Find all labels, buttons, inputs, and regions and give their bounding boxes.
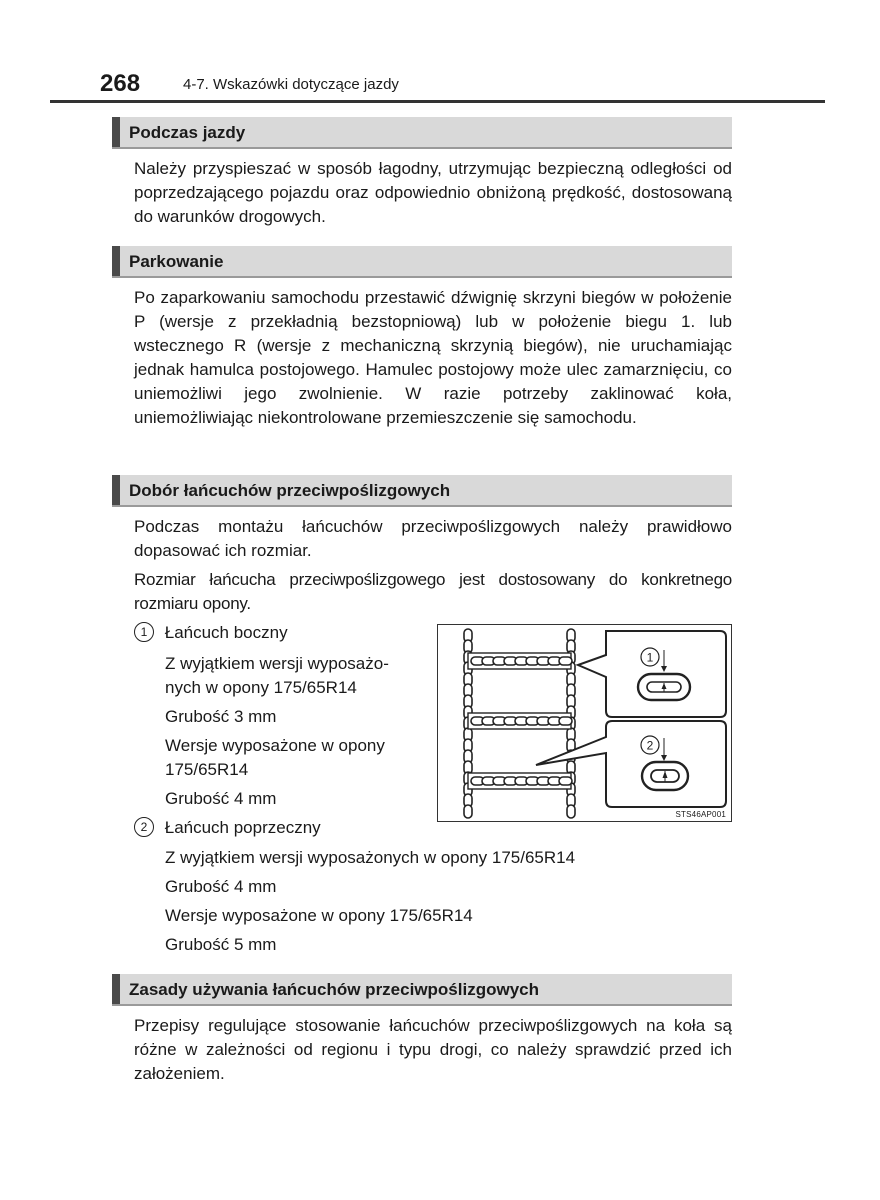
section-title: Dobór łańcuchów przeciwpoślizgowych: [129, 481, 451, 500]
figure-code: STS46AP001: [675, 810, 726, 819]
list-subitem: nych w opony 175/65R14: [165, 678, 357, 697]
list-subitem: Grubość 4 mm: [165, 789, 277, 808]
list-item-side-chain: [134, 621, 288, 645]
section-heading-parking: [112, 246, 732, 278]
list-item-label: Łańcuch poprzeczny: [164, 818, 321, 837]
list-subitem: Wersje wyposażone w opony: [165, 736, 385, 755]
callout-number: 1: [134, 622, 154, 642]
callout-number: 2: [134, 817, 154, 837]
section-title: Podczas jazdy: [129, 123, 246, 142]
section-text-parking: Po zaparkowaniu samochodu przestawić dźwignię skrzyni biegów w położenie P (wersje z przekładnią bezstopniową) lub w położenie biegu 1. lub wstecznego R (wersje z mechaniczną skrzynią biegów), nie uruchamiając jednak hamulca postojowego. Hamulec postojowy może ulec zamarznięciu, co uniemożliwi jego zwolnienie. W razie potrzeby zaklinować koła, uniemożliwiając niekontrolowane przemieszczenie się samochodu.: [134, 288, 732, 427]
chain-illustration: [438, 625, 733, 823]
section-heading-chains: [112, 475, 732, 507]
list-subitem: Z wyjątkiem wersji wyposażonych w opony 175/65R14: [165, 848, 576, 867]
list-subitem: Grubość 4 mm: [165, 877, 277, 896]
snow-chain-figure: [437, 624, 732, 822]
list-subitem: 175/65R14: [165, 760, 249, 779]
section-title: Parkowanie: [129, 252, 224, 271]
figure-callout-2: 2: [646, 738, 654, 753]
figure-callout-1: 1: [646, 650, 654, 665]
list-subitem: Grubość 3 mm: [165, 707, 277, 726]
section-heading-chain-rules: [112, 974, 732, 1006]
section-text-chains-1: Podczas montażu łańcuchów przeciwpoślizgowych należy prawidłowo dopasować ich rozmiar.: [134, 517, 732, 560]
section-heading-driving: [112, 117, 732, 149]
section-text-driving: Należy przyspieszać w sposób łagodny, utrzymując bezpieczną odległości od poprzedzającego pojazdu oraz odpowiednio obniżoną prędkość, dostosowaną do warunków drogowych.: [134, 159, 732, 226]
list-item-label: Łańcuch boczny: [164, 623, 288, 642]
page-number: 268: [100, 70, 141, 97]
header-rule: [50, 100, 825, 103]
section-text-chain-rules: Przepisy regulujące stosowanie łańcuchów przeciwpoślizgowych na koła są różne w zależności od regionu i typu drogi, co należy sprawdzić przed ich założeniem.: [134, 1016, 732, 1083]
chapter-title: 4-7. Wskazówki dotyczące jazdy: [183, 76, 399, 93]
section-text-chains-2: Rozmiar łańcucha przeciwpoślizgowego jest dostosowany do konkretnego rozmiaru opony.: [134, 570, 732, 613]
list-subitem: Wersje wyposażone w opony 175/65R14: [165, 906, 473, 925]
list-item-cross-chain: [134, 816, 321, 840]
list-subitem: Grubość 5 mm: [165, 935, 277, 954]
section-title: Zasady używania łańcuchów przeciwpoślizgowych: [129, 980, 539, 999]
list-subitem: Z wyjątkiem wersji wyposażo-: [165, 654, 389, 673]
